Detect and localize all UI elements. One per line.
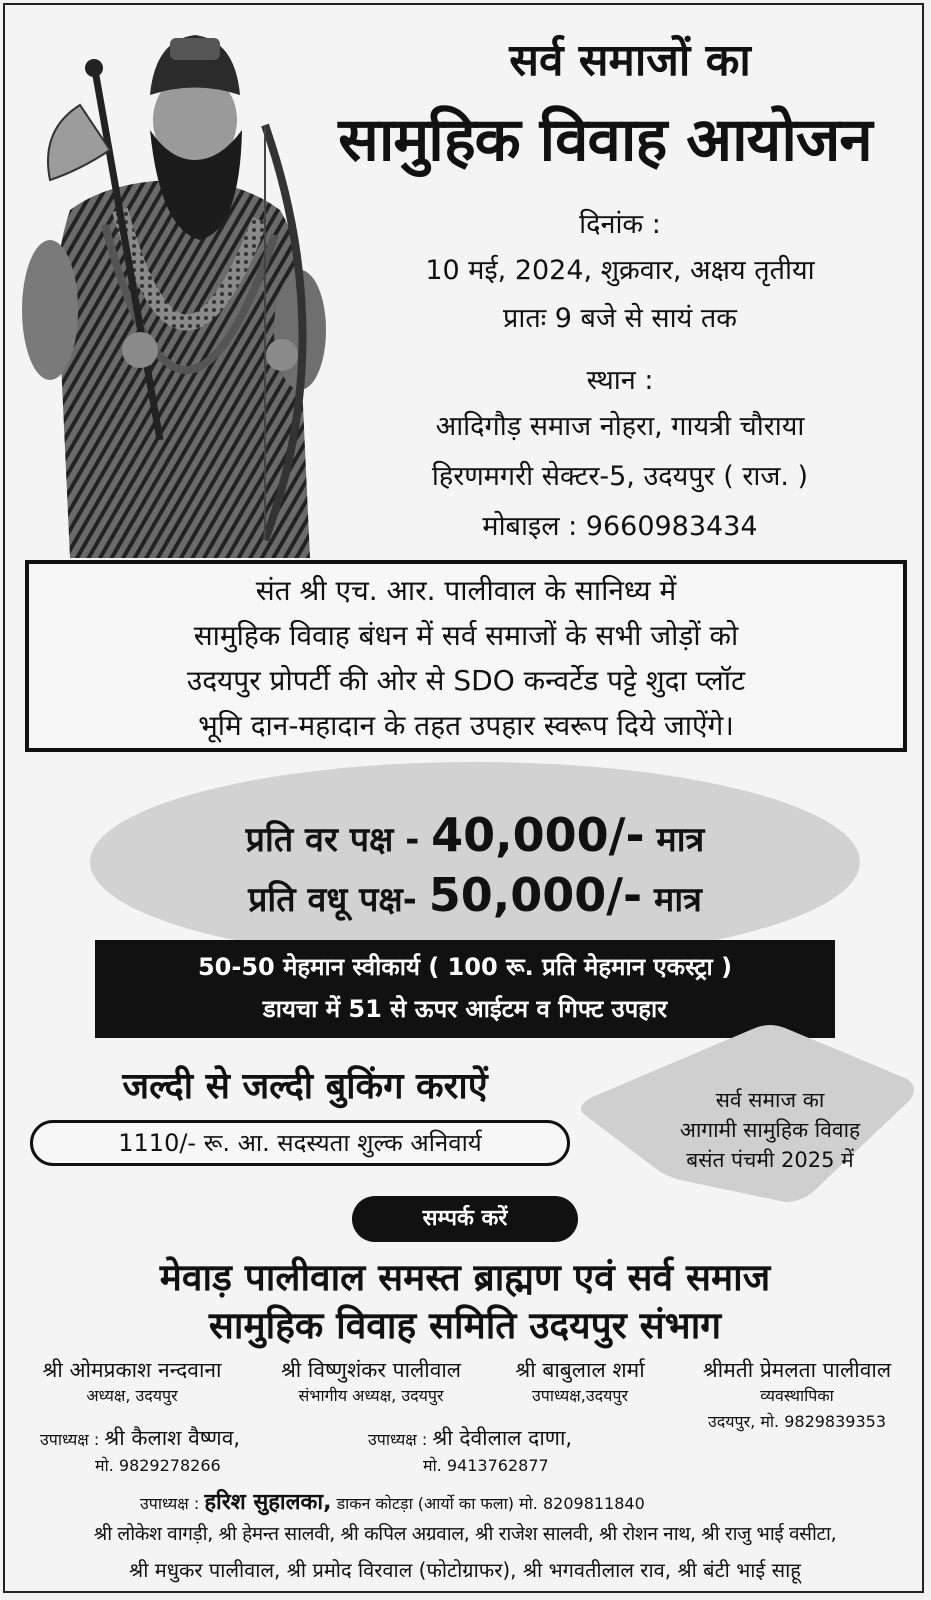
person-president [12, 1356, 252, 1406]
contact-label-pill: सम्पर्क करें [352, 1196, 578, 1242]
mobile-number: मोबाइल : 9660983434 [482, 511, 758, 542]
notice-line: भूमि दान-महादान के तहत उपहार स्वरूप दिये जाऐंगे। [198, 709, 734, 742]
person-mobile: उदयपुर, मो. 9829839353 [707, 1412, 887, 1431]
person-role: उपाध्यक्ष,उदयपुर [531, 1386, 629, 1405]
notice-line: उदयपुर प्रोपर्टी की ओर से SDO कन्वर्टेड पट्टे शुदा प्लॉट [186, 664, 746, 697]
title-line-2: सामुहिक विवाह आयोजन [338, 105, 872, 175]
deity-illustration [10, 10, 340, 558]
notice-line: संत श्री एच. आर. पालीवाल के सानिध्य में [255, 574, 677, 607]
vice-prefix: उपाध्यक्ष : [140, 1494, 200, 1513]
bride-label: प्रति वधू पक्ष- [248, 880, 417, 920]
person-name: श्रीमती प्रेमलता पालीवाल [702, 1358, 892, 1382]
date-label: दिनांक : [579, 209, 661, 240]
notice-line: सामुहिक विवाह बंधन में सर्व समाजों के सभी जोड़ों को [193, 619, 739, 652]
vice-name: हरिश सुहालका, [204, 1490, 332, 1515]
groom-amount: 40,000/- [431, 808, 645, 862]
groom-price-row [90, 808, 860, 862]
organization-line-2: सामुहिक विवाह समिति उदयपुर संभाग [208, 1304, 722, 1347]
bride-suffix: मात्र [654, 880, 702, 920]
person-role: संभागीय अध्यक्ष, उदयपुर [298, 1386, 444, 1405]
person-name: श्री ओमप्रकाश नन्दवाना [42, 1358, 222, 1382]
members-line-1: श्री लोकेश वागड़ी, श्री हेमन्त सालवी, श्री कपिल अग्रवाल, श्री राजेश सालवी, श्री रोशन नाथ, श्री राजु भाई वसीटा, [93, 1523, 837, 1545]
groom-suffix: मात्र [656, 820, 705, 860]
upcoming-line-2: आगामी सामुहिक विवाह [679, 1118, 861, 1142]
vice-mobile: मो. 9829278266 [95, 1456, 221, 1475]
person-manager [672, 1356, 922, 1432]
vice-prefix: उपाध्यक्ष : [368, 1430, 428, 1449]
vice-president-2 [368, 1424, 668, 1476]
vice-mobile: मो. 9413762877 [423, 1456, 549, 1475]
venue-label: स्थान : [586, 365, 654, 396]
person-vice-president [490, 1356, 670, 1406]
vice-president-1 [40, 1424, 340, 1476]
vice-address: डाकन कोटड़ा (आर्यो का फला) मो. 8209811840 [336, 1494, 645, 1513]
vice-name: श्री देवीलाल दाणा, [432, 1426, 573, 1450]
bride-price-row [90, 868, 860, 922]
person-divisional-president [252, 1356, 490, 1406]
person-name: श्री विष्णुशंकर पालीवाल [280, 1358, 462, 1382]
upcoming-line-1: सर्व समाज का [715, 1088, 825, 1112]
upcoming-diamond-shape [570, 1020, 920, 1210]
date-value: 10 मई, 2024, शुक्रवार, अक्षय तृतीया [425, 255, 815, 286]
membership-fee-pill: 1110/- रू. आ. सदस्यता शुल्क अनिवार्य [30, 1120, 570, 1166]
organization-line-1: मेवाड़ पालीवाल समस्त ब्राह्मण एवं सर्व समाज [159, 1256, 771, 1299]
time-value: प्रातः 9 बजे से सायं तक [502, 303, 738, 334]
venue-line-2: हिरणमगरी सेक्टर-5, उदयपुर ( राज. ) [431, 461, 809, 492]
vice-name: श्री कैलाश वैष्णव, [104, 1426, 241, 1450]
venue-line-1: आदिगौड़ समाज नोहरा, गायत्री चौराया [435, 411, 805, 442]
person-role: अध्यक्ष, उदयपुर [86, 1386, 178, 1405]
bride-amount: 50,000/- [428, 868, 643, 922]
guest-line-1: 50-50 मेहमान स्वीकार्य ( 100 रू. प्रति मेहमान एकस्ट्रा ) [197, 953, 733, 981]
booking-headline: जल्दी से जल्दी बुकिंग कराऐं [122, 1066, 488, 1107]
person-name: श्री बाबुलाल शर्मा [515, 1358, 645, 1382]
guest-line-2: डायचा में 51 से ऊपर आईटम व गिफ्ट उपहार [262, 995, 668, 1023]
title-line-1: सर्व समाजों का [509, 35, 751, 86]
person-role: व्यवस्थापिका [760, 1386, 834, 1405]
notice-box [25, 560, 907, 752]
upcoming-line-3: बसंत पंचमी 2025 में [686, 1148, 854, 1172]
vice-president-3 [140, 1486, 920, 1516]
groom-label: प्रति वर पक्ष - [245, 820, 420, 860]
pricing-ellipse [90, 762, 860, 962]
members-line-2: श्री मधुकर पालीवाल, श्री प्रमोद विरवाल (फोटोग्राफर), श्री भगवतीलाल राव, श्री बंटी भाई साहू [129, 1558, 801, 1582]
vice-prefix: उपाध्यक्ष : [40, 1430, 100, 1449]
